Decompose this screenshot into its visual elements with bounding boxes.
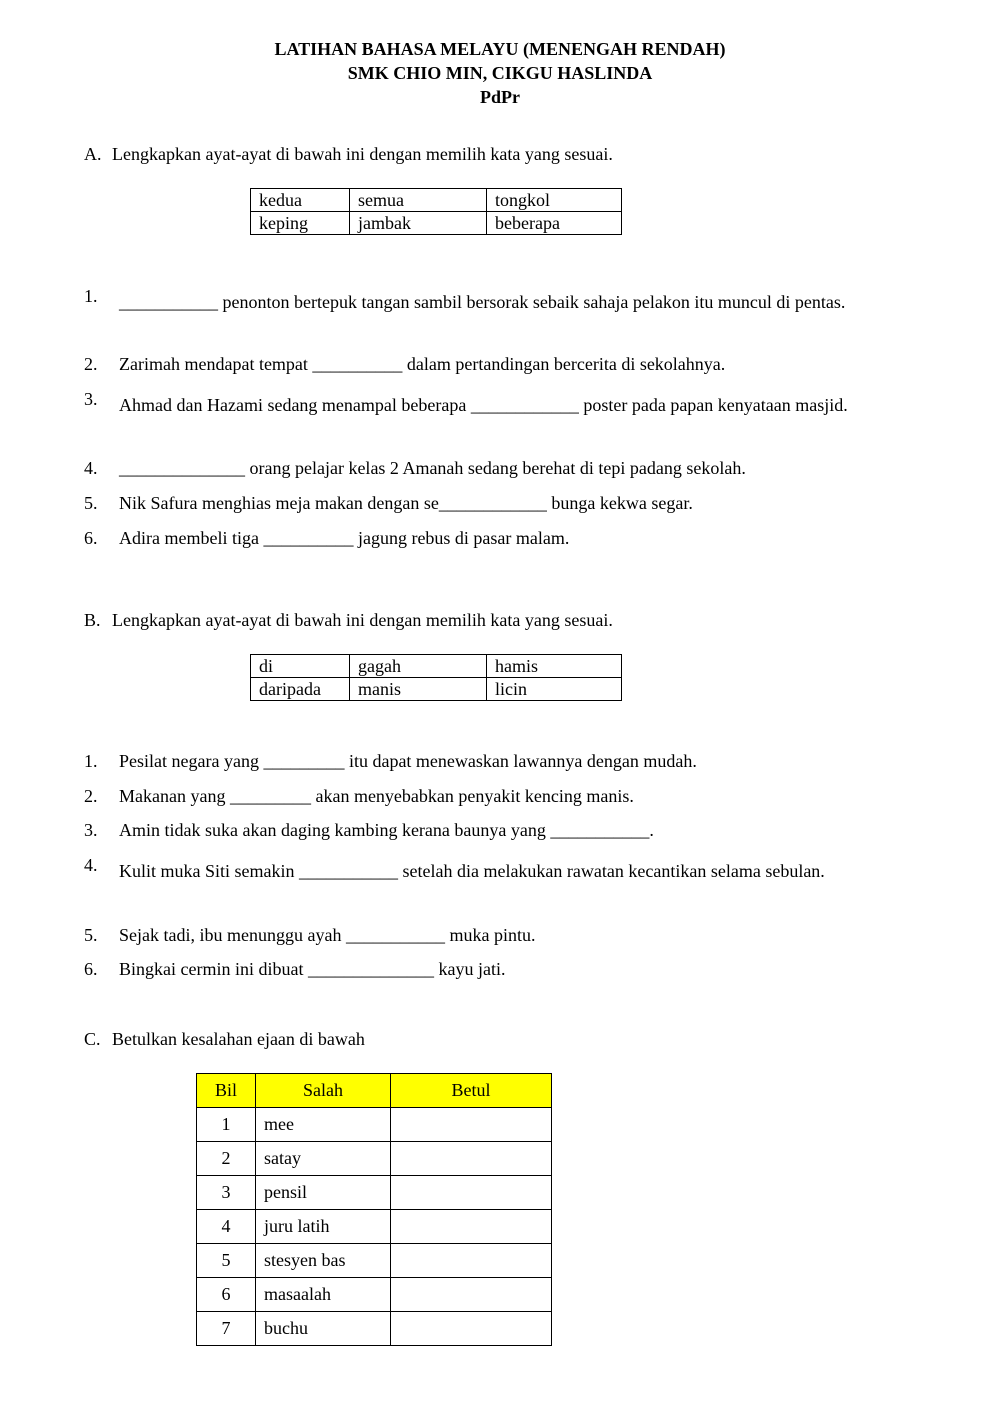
salah-cell: buchu <box>256 1312 391 1346</box>
question-number: 6. <box>84 959 98 979</box>
section-a-letter: A. <box>84 144 102 164</box>
section-a-instruction: Lengkapkan ayat-ayat di bawah ini dengan memilih kata yang sesuai. <box>112 144 613 164</box>
question-text: Zarimah mendapat tempat __________ dalam pertandingan bercerita di sekolahnya. <box>119 354 726 374</box>
bil-cell: 6 <box>197 1278 256 1312</box>
question-text: Sejak tadi, ibu menunggu ayah ___________ muka pintu. <box>119 925 536 945</box>
betul-answer-cell[interactable] <box>391 1176 552 1210</box>
betul-answer-cell[interactable] <box>391 1210 552 1244</box>
word-cell: keping <box>251 212 350 235</box>
spelling-table <box>196 1073 552 1346</box>
question-number: 4. <box>84 458 98 478</box>
section-a-question-4 <box>84 457 892 479</box>
bil-cell: 4 <box>197 1210 256 1244</box>
section-a-heading <box>84 143 613 165</box>
section-b-heading <box>84 609 613 631</box>
word-cell: licin <box>487 678 622 701</box>
betul-answer-cell[interactable] <box>391 1244 552 1278</box>
section-c-letter: C. <box>84 1029 101 1049</box>
section-a-question-5 <box>84 492 892 514</box>
section-b-question-5 <box>84 924 892 946</box>
question-number: 5. <box>84 925 98 945</box>
question-number: 2. <box>84 786 98 806</box>
word-cell: semua <box>350 189 487 212</box>
word-cell: jambak <box>350 212 487 235</box>
word-row <box>251 189 622 212</box>
section-b-question-1 <box>84 750 892 772</box>
salah-cell: stesyen bas <box>256 1244 391 1278</box>
table-row <box>197 1142 552 1176</box>
header-betul: Betul <box>391 1074 552 1108</box>
section-a-question-2 <box>84 353 892 375</box>
salah-cell: masaalah <box>256 1278 391 1312</box>
table-row <box>197 1210 552 1244</box>
word-cell: di <box>251 655 350 678</box>
question-text: Adira membeli tiga __________ jagung rebus di pasar malam. <box>119 528 570 548</box>
salah-cell: pensil <box>256 1176 391 1210</box>
betul-answer-cell[interactable] <box>391 1312 552 1346</box>
salah-cell: mee <box>256 1108 391 1142</box>
bil-cell: 2 <box>197 1142 256 1176</box>
question-text: Amin tidak suka akan daging kambing kerana baunya yang ___________. <box>119 820 654 840</box>
word-row <box>251 655 622 678</box>
bil-cell: 7 <box>197 1312 256 1346</box>
bil-cell: 3 <box>197 1176 256 1210</box>
section-b-word-box <box>250 654 622 701</box>
word-cell: manis <box>350 678 487 701</box>
question-number: 4. <box>84 855 98 875</box>
question-number: 1. <box>84 751 98 771</box>
header-salah: Salah <box>256 1074 391 1108</box>
word-cell: beberapa <box>487 212 622 235</box>
word-cell: kedua <box>251 189 350 212</box>
section-a-question-6 <box>84 527 892 549</box>
salah-cell: satay <box>256 1142 391 1176</box>
table-row <box>197 1312 552 1346</box>
spelling-table-header <box>197 1074 552 1108</box>
section-b-instruction: Lengkapkan ayat-ayat di bawah ini dengan memilih kata yang sesuai. <box>112 610 613 630</box>
question-text: ___________ penonton bertepuk tangan sambil bersorak sebaik sahaja pelakon itu muncul di pentas. <box>119 292 846 312</box>
section-c-instruction: Betulkan kesalahan ejaan di bawah <box>112 1029 365 1049</box>
question-number: 1. <box>84 286 98 306</box>
question-text: Ahmad dan Hazami sedang menampal beberapa ____________ poster pada papan kenyataan masjid. <box>119 395 848 415</box>
bil-cell: 1 <box>197 1108 256 1142</box>
title-line-2: SMK CHIO MIN, CIKGU HASLINDA <box>347 63 653 83</box>
question-text: Pesilat negara yang _________ itu dapat menewaskan lawannya dengan mudah. <box>119 751 697 771</box>
word-cell: gagah <box>350 655 487 678</box>
betul-answer-cell[interactable] <box>391 1278 552 1312</box>
section-a-word-box <box>250 188 622 235</box>
question-text: Nik Safura menghias meja makan dengan se____________ bunga kekwa segar. <box>119 493 693 513</box>
question-text: Makanan yang _________ akan menyebabkan penyakit kencing manis. <box>119 786 634 806</box>
bil-cell: 5 <box>197 1244 256 1278</box>
betul-answer-cell[interactable] <box>391 1142 552 1176</box>
table-row <box>197 1278 552 1312</box>
section-b-question-2 <box>84 785 892 807</box>
section-b-letter: B. <box>84 610 101 630</box>
question-number: 2. <box>84 354 98 374</box>
title-line-3: PdPr <box>480 87 520 107</box>
question-number: 3. <box>84 820 98 840</box>
word-row <box>251 212 622 235</box>
question-number: 3. <box>84 389 98 409</box>
section-b-question-3 <box>84 819 892 841</box>
table-row <box>197 1108 552 1142</box>
header-bil: Bil <box>197 1074 256 1108</box>
question-number: 6. <box>84 528 98 548</box>
word-cell: hamis <box>487 655 622 678</box>
word-cell: daripada <box>251 678 350 701</box>
section-b-question-4 <box>84 854 892 889</box>
question-text: Kulit muka Siti semakin ___________ setelah dia melakukan rawatan kecantikan selama sebulan. <box>119 861 825 881</box>
table-row <box>197 1244 552 1278</box>
section-b-question-6 <box>84 958 892 980</box>
section-c-heading <box>84 1028 365 1050</box>
table-row <box>197 1176 552 1210</box>
question-text: ______________ orang pelajar kelas 2 Amanah sedang berehat di tepi padang sekolah. <box>119 458 746 478</box>
question-number: 5. <box>84 493 98 513</box>
question-text: Bingkai cermin ini dibuat ______________ kayu jati. <box>119 959 506 979</box>
betul-answer-cell[interactable] <box>391 1108 552 1142</box>
salah-cell: juru latih <box>256 1210 391 1244</box>
section-a-question-3 <box>84 388 892 423</box>
title-line-1: LATIHAN BAHASA MELAYU (MENENGAH RENDAH) <box>274 39 726 59</box>
section-a-question-1 <box>84 285 892 320</box>
word-row <box>251 678 622 701</box>
word-cell: tongkol <box>487 189 622 212</box>
